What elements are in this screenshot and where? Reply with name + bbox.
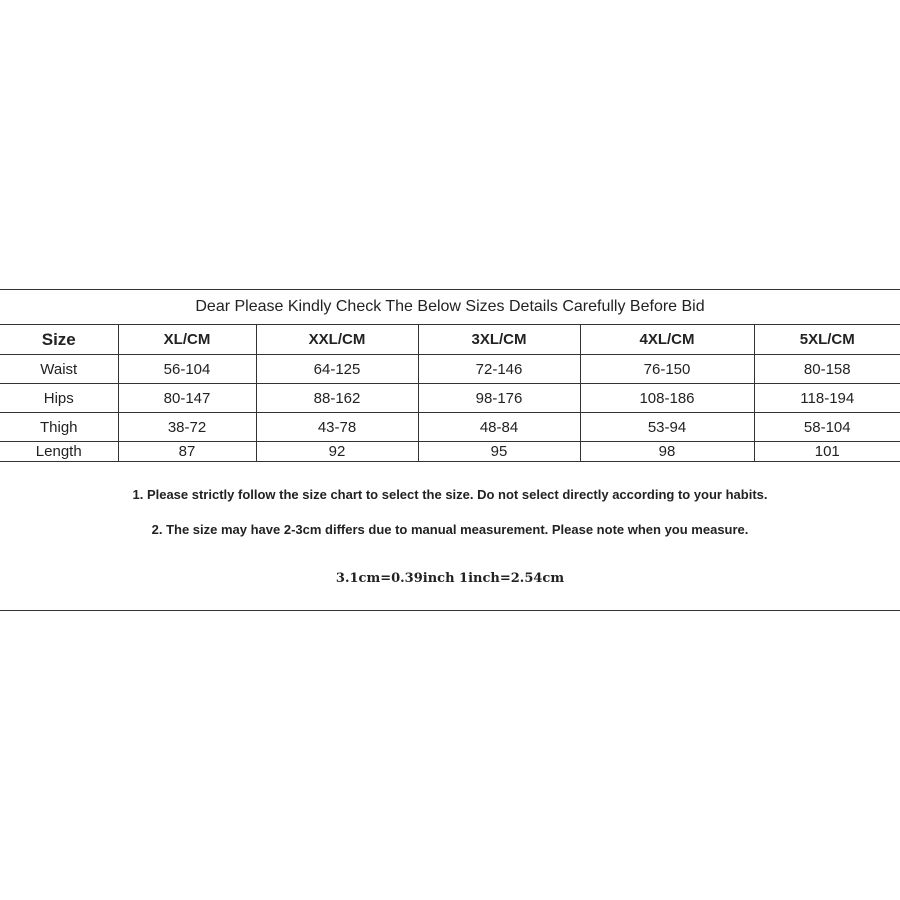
unit-conversion: 3.1cm=0.39inch 1inch=2.54cm: [335, 571, 565, 586]
table-cell: 98-176: [418, 384, 580, 413]
table-header-row: [0, 325, 900, 355]
table-cell: 43-78: [256, 413, 418, 442]
column-header: 5XL/CM: [754, 325, 900, 355]
column-header: XL/CM: [118, 325, 256, 355]
table-cell: 98: [580, 442, 754, 462]
size-chart-panel: [0, 289, 900, 611]
table-cell: 87: [118, 442, 256, 462]
size-chart-header: Dear Please Kindly Check The Below Sizes Details Carefully Before Bid: [195, 298, 705, 315]
table-cell: 118-194: [754, 384, 900, 413]
row-label: Thigh: [0, 413, 118, 442]
table-cell: 56-104: [118, 355, 256, 384]
note-measurement: 2. The size may have 2-3cm differs due to manual measurement. Please note when you measure.: [151, 522, 749, 537]
row-label: Waist: [0, 355, 118, 384]
column-header: XXL/CM: [256, 325, 418, 355]
table-cell: 72-146: [418, 355, 580, 384]
table-cell: 64-125: [256, 355, 418, 384]
table-row: [0, 413, 900, 442]
table-cell: 48-84: [418, 413, 580, 442]
row-label: Length: [0, 442, 118, 462]
table-cell: 76-150: [580, 355, 754, 384]
table-cell: 88-162: [256, 384, 418, 413]
table-row: [0, 355, 900, 384]
column-header: 4XL/CM: [580, 325, 754, 355]
table-cell: 53-94: [580, 413, 754, 442]
column-header: 3XL/CM: [418, 325, 580, 355]
table-cell: 92: [256, 442, 418, 462]
table-row: [0, 384, 900, 413]
column-header: Size: [0, 325, 118, 355]
table-cell: 101: [754, 442, 900, 462]
table-cell: 95: [418, 442, 580, 462]
row-label: Hips: [0, 384, 118, 413]
table-row: [0, 442, 900, 462]
note-size-chart: 1. Please strictly follow the size chart to select the size. Do not select directly according to your habits.: [132, 487, 768, 502]
table-cell: 38-72: [118, 413, 256, 442]
table-cell: 58-104: [754, 413, 900, 442]
table-cell: 80-147: [118, 384, 256, 413]
table-cell: 108-186: [580, 384, 754, 413]
table-cell: 80-158: [754, 355, 900, 384]
size-table: [0, 324, 900, 462]
